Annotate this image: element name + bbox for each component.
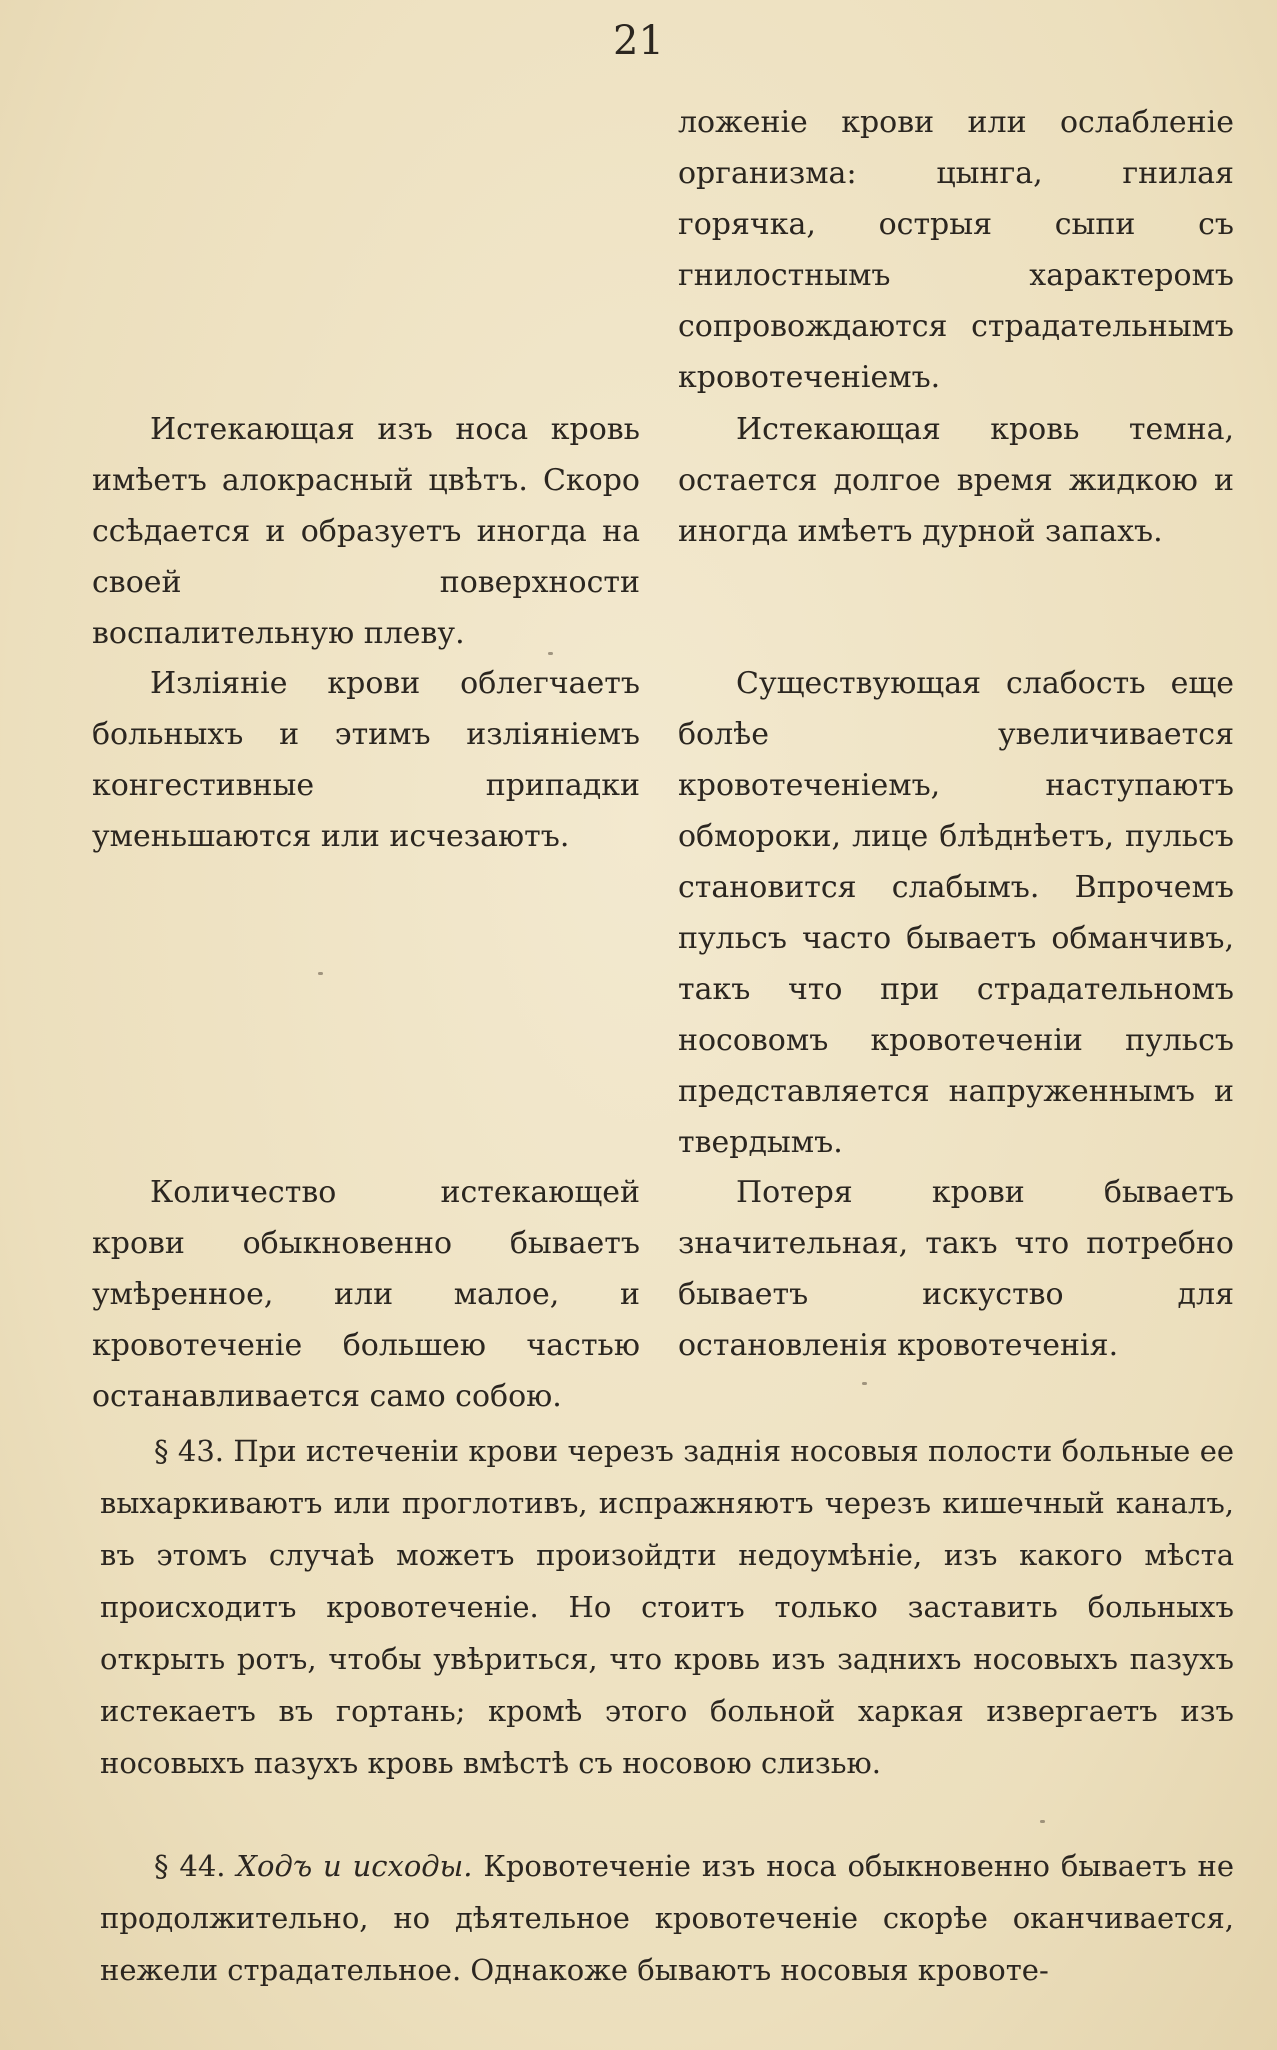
section-43-text: При истеченіи крови черезъ заднія носовыя полости больные ее выхаркиваютъ или проглотивъ, испражняютъ черезъ кишечный каналъ, въ этомъ случаѣ можетъ произойдти недоумѣніе, изъ какого мѣста происходитъ кровотеченіе. Но стоитъ только заставить больныхъ открыть ротъ, чтобы увѣриться, что кровь изъ заднихъ носовыхъ пазухъ истекаетъ въ гортань; кромѣ этого больной харкая извергаетъ изъ носовыхъ пазухъ кровь вмѣстѣ съ носовою слизью. [100, 1434, 1235, 1780]
section-44-text: Кровотеченіе изъ носа обыкновенно бываетъ не продолжительно, но дѣятельное кровотеченіе скорѣе оканчивается, нежели страдательное. Однакоже бываютъ носовыя кровоте- [100, 1849, 1235, 1987]
right-column-paragraph-1: ложеніе крови или ослабленіе организма: цынга, гнилая горячка, острыя сыпи съ гнилостнымъ характеромъ сопровождаются страдательнымъ кровотеченіемъ. [678, 105, 1234, 395]
section-43-number: § 43. [154, 1434, 224, 1468]
section-44-paragraph [100, 1840, 1234, 1996]
section-44-number: § 44. [154, 1849, 226, 1883]
paper-fleck [318, 972, 323, 975]
right-column-paragraph-4: Потеря крови бываетъ значительная, такъ что потребно бываетъ искуство для остановленія кровотеченія. [678, 1175, 1234, 1363]
left-column-paragraph-2: Изліяніе крови облегчаетъ больныхъ и этимъ изліяніемъ конгестивные припадки уменьшаются или исчезаютъ. [92, 666, 640, 854]
right-column-paragraph-3: Существующая слабость еще болѣе увеличивается кровотеченіемъ, наступаютъ обмороки, лице блѣднѣетъ, пульсъ становится слабымъ. Впрочемъ пульсъ часто бываетъ обманчивъ, такъ что при страдательномъ носовомъ кровотеченіи пульсъ представляется напруженнымъ и твердымъ. [678, 666, 1234, 1160]
paper-fleck [1040, 1820, 1045, 1823]
left-column-paragraph-1: Истекающая изъ носа кровь имѣетъ алокрасный цвѣтъ. Скоро ссѣдается и образуетъ иногда на своей поверхности воспалительную плеву. [92, 412, 640, 651]
section-43-paragraph [100, 1425, 1234, 1789]
section-44-heading: Ходъ и исходы. [236, 1849, 473, 1883]
page-number: 21 [613, 18, 664, 64]
left-column-paragraph-3: Количество истекающей крови обыкновенно бываетъ умѣренное, или малое, и кровотеченіе большею частью останавливается само собою. [92, 1175, 640, 1414]
paper-fleck [548, 652, 553, 655]
paper-fleck [862, 1382, 867, 1385]
right-column-paragraph-2: Истекающая кровь темна, остается долгое время жидкою и иногда имѣетъ дурной запахъ. [678, 412, 1234, 549]
